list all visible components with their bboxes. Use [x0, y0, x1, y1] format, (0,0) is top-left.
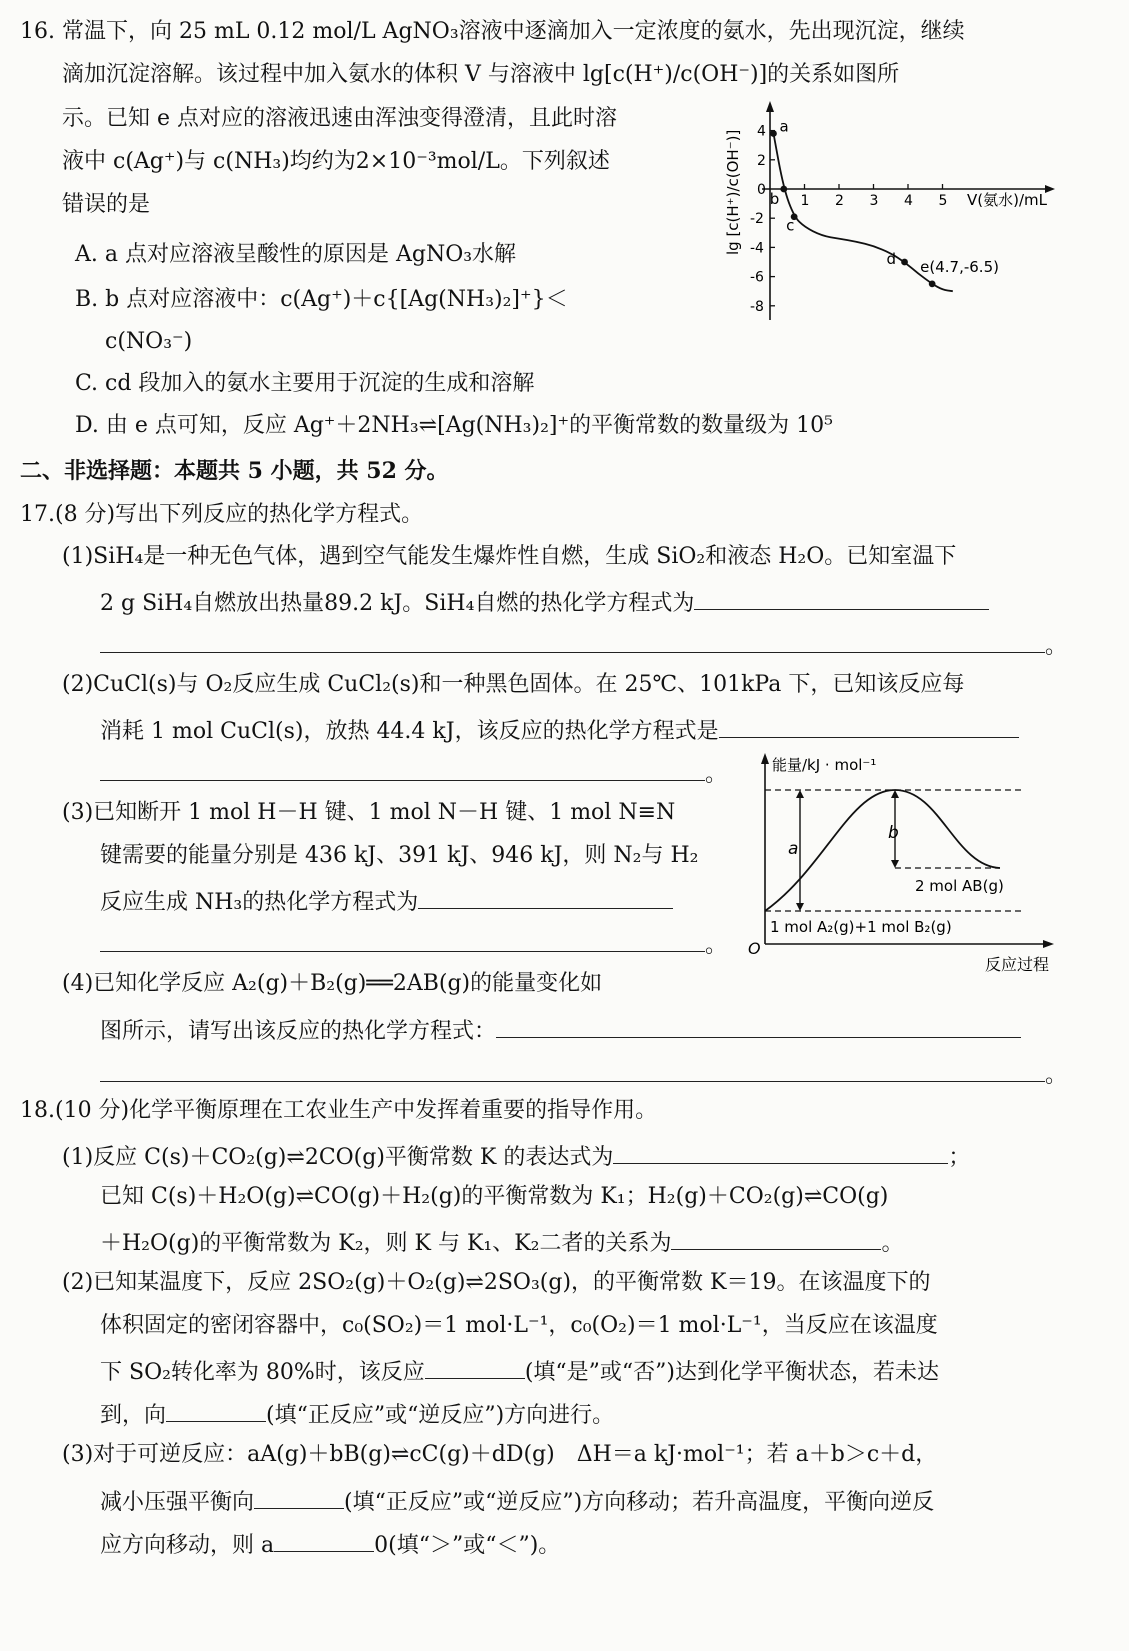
q16-point-label-d: d	[886, 250, 897, 268]
q18-p2-answer-blank-equilibrium[interactable]	[425, 1354, 525, 1379]
q16-x-tick-label: 5	[938, 193, 948, 209]
q16-option-a: A. a 点对应溶液呈酸性的原因是 AgNO₃水解	[75, 242, 517, 267]
q17-label-b: b	[888, 823, 899, 843]
q17-p3-answer-blank-a[interactable]	[418, 884, 673, 909]
q18-title: 18.(10 分)化学平衡原理在工农业生产中发挥着重要的指导作用。	[20, 1098, 658, 1123]
q16-x-tick-label: 4	[904, 193, 913, 209]
q16-y-tick-label: 2	[757, 152, 766, 169]
q17-p1-line3	[100, 628, 1067, 662]
q18-p3-line3a: 应方向移动，则 a	[100, 1533, 275, 1558]
q18-p2-line3b: (填“是”或“否”)达到化学平衡状态，若未达	[524, 1360, 939, 1385]
q16-y-tick-label: -8	[750, 298, 764, 315]
q16-x-axis-label: V(氨水)/mL	[967, 191, 1047, 209]
q16-point-label-c: c	[786, 216, 795, 235]
q16-stem-line2: 滴加沉淀溶解。该过程中加入氨水的体积 V 与溶液中 lg[c(H⁺)/c(OH⁻)]的关系如图所	[62, 62, 900, 87]
q17-p4-line2-text: 图所示，请写出该反应的热化学方程式：	[100, 1019, 497, 1044]
q18-p2-answer-blank-direction[interactable]	[166, 1397, 266, 1422]
q17-y-axis-label: 能量/kJ · mol⁻¹	[772, 756, 877, 774]
q16-y-tick-label: 4	[757, 123, 766, 140]
q16-y-tick-label: -2	[750, 211, 764, 228]
q18-p1-semicolon: ；	[948, 1145, 971, 1170]
q18-p3-answer-blank-sign[interactable]	[274, 1527, 374, 1552]
q17-p4-answer-blank-b[interactable]	[100, 1057, 1045, 1082]
q18-p1-line3	[100, 1225, 903, 1259]
q18-p3-line2	[100, 1484, 934, 1518]
q18-p2-line1: (2)已知某温度下，反应 2SO₂(g)＋O₂(g)⇌2SO₃(g)，的平衡常数 K＝19。在该温度下的	[62, 1270, 931, 1295]
q18-p1-line2: 已知 C(s)＋H₂O(g)⇌CO(g)＋H₂(g)的平衡常数为 K₁；H₂(g)＋CO₂(g)⇌CO(g)	[100, 1184, 889, 1209]
q17-y-arrow	[761, 753, 769, 764]
q18-p1-answer-blank-k[interactable]	[613, 1139, 948, 1164]
q16-option-c: C. cd 段加入的氨水主要用于沉淀的生成和溶解	[75, 371, 535, 396]
q16-stem-line5: 错误的是	[62, 192, 151, 217]
q16-point-label-a: a	[779, 117, 789, 136]
q18-p1-answer-blank-relation[interactable]	[671, 1225, 881, 1250]
q17-p3-line1: (3)已知断开 1 mol H－H 键、1 mol N－H 键、1 mol N≡N	[62, 800, 676, 825]
q17-p3-line3	[100, 884, 673, 918]
q16-option-b-line2: c(NO₃⁻)	[105, 329, 193, 354]
q17-p4-line2	[100, 1013, 1021, 1047]
q16-point-label-b: b	[769, 190, 780, 208]
q17-x-arrow	[1043, 940, 1054, 948]
q18-p3-line3	[100, 1527, 560, 1561]
q17-origin-label: O	[748, 939, 761, 958]
q18-p1-line1-text: (1)反应 C(s)＋CO₂(g)⇌2CO(g)平衡常数 K 的表达式为	[62, 1145, 614, 1170]
q17-p3-answer-blank-b[interactable]	[100, 927, 705, 952]
q17-p4-answer-blank-a[interactable]	[496, 1013, 1021, 1038]
q17-p1-line2-text: 2 g SiH₄自燃放出热量89.2 kJ。SiH₄自燃的热化学方程式为	[100, 591, 695, 616]
section2-title: 二、非选择题：本题共 5 小题，共 52 分。	[20, 458, 449, 484]
q18-p2-line4	[100, 1397, 614, 1431]
q16-point-label-e: e(4.7,-6.5)	[920, 257, 999, 276]
q17-p2-line2	[100, 713, 1019, 747]
q16-option-d: D. 由 e 点可知，反应 Ag⁺＋2NH₃⇌[Ag(NH₃)₂]⁺的平衡常数的数量级为 10⁵	[75, 413, 833, 438]
q17-p4-line3	[100, 1057, 1067, 1091]
q16-point-a	[770, 130, 777, 137]
q16-stem-line4: 液中 c(Ag⁺)与 c(NH₃)均约为2×10⁻³mol/L。下列叙述	[62, 149, 610, 174]
q18-p3-line3b: 0(填“＞”或“＜”)。	[374, 1533, 561, 1558]
q17-arrow-a-head-up	[796, 790, 804, 798]
q17-p3-line2: 键需要的能量分别是 436 kJ、391 kJ、946 kJ，则 N₂与 H₂	[100, 843, 699, 868]
q17-energy-diagram	[740, 748, 1070, 980]
q17-p2-answer-blank-a[interactable]	[719, 713, 1019, 738]
q16-point-d	[901, 259, 908, 266]
q18-p2-line2: 体积固定的密闭容器中，c₀(SO₂)＝1 mol·L⁻¹，c₀(O₂)＝1 mol·L⁻¹，当反应在该温度	[100, 1313, 938, 1338]
q17-p1-line2	[100, 585, 989, 619]
q18-p1-line3-text: ＋H₂O(g)的平衡常数为 K₂，则 K 与 K₁、K₂二者的关系为	[100, 1231, 672, 1256]
q17-p3-line3-text: 反应生成 NH₃的热化学方程式为	[100, 890, 419, 915]
q16-point-b	[780, 186, 787, 193]
q16-y-arrow	[766, 101, 774, 112]
q18-p3-line2a: 减小压强平衡向	[100, 1490, 255, 1515]
q18-p2-line3	[100, 1354, 939, 1388]
q17-reactant-label: 1 mol A₂(g)+1 mol B₂(g)	[770, 918, 952, 936]
q16-x-tick-label: 3	[869, 193, 879, 209]
q16-stem-line1: 16. 常温下，向 25 mL 0.12 mol/L AgNO₃溶液中逐滴加入一定浓度的氨水，先出现沉淀，继续	[20, 19, 965, 44]
q17-x-axis-label: 反应过程	[985, 955, 1050, 974]
q18-p3-line2b: (填“正反应”或“逆反应”)方向移动；若升高温度，平衡向逆反	[344, 1490, 935, 1515]
q18-p2-line4a: 到，向	[100, 1403, 167, 1428]
q18-p3-line1: (3)对于可逆反应：aA(g)＋bB(g)⇌cC(g)＋dD(g) ΔH＝a kJ·mol⁻¹；若 a＋b＞c＋d，	[62, 1442, 938, 1467]
q17-label-a: a	[788, 839, 799, 859]
q16-y-tick-label: -6	[750, 269, 764, 286]
q17-p3-line4	[100, 927, 727, 961]
q17-product-label: 2 mol AB(g)	[915, 877, 1004, 895]
q16-option-b-line1: B. b 点对应溶液中：c(Ag⁺)＋c{[Ag(NH₃)₂]⁺}＜	[75, 287, 568, 312]
q16-point-e	[929, 281, 936, 288]
q17-title: 17.(8 分)写出下列反应的热化学方程式。	[20, 502, 424, 527]
q17-p1-line1: (1)SiH₄是一种无色气体，遇到空气能发生爆炸性自燃，生成 SiO₂和液态 H₂O。已知室温下	[62, 544, 957, 569]
q18-p1-period: 。	[881, 1231, 904, 1256]
q17-arrow-a-head-down	[796, 903, 804, 911]
q17-p1-answer-blank-a[interactable]	[694, 585, 989, 610]
q17-arrow-b-head-up	[891, 790, 899, 798]
q16-x-tick-label: 1	[800, 193, 810, 209]
q17-p2-line2-text: 消耗 1 mol CuCl(s)，放热 44.4 kJ，该反应的热化学方程式是	[100, 719, 719, 744]
q17-p2-line3	[100, 756, 727, 790]
q17-p3-period: 。	[705, 933, 728, 958]
q17-p2-line1: (2)CuCl(s)与 O₂反应生成 CuCl₂(s)和一种黑色固体。在 25℃、101kPa 下，已知该反应每	[62, 672, 965, 697]
q16-y-tick-label: 0	[757, 182, 766, 198]
q17-p1-period: 。	[1045, 634, 1068, 659]
q16-stem-line3: 示。已知 e 点对应的溶液迅速由浑浊变得澄清，且此时溶	[62, 106, 618, 131]
q16-x-tick-label: 2	[835, 193, 844, 209]
q18-p3-answer-blank-pressure[interactable]	[254, 1484, 344, 1509]
q17-p4-line1: (4)已知化学反应 A₂(g)＋B₂(g)══2AB(g)的能量变化如	[62, 971, 603, 996]
q18-p2-line3a: 下 SO₂转化率为 80%时，该反应	[100, 1360, 425, 1385]
q17-p2-period: 。	[705, 762, 728, 787]
q18-p1-line1	[62, 1139, 970, 1173]
q16-chart	[700, 95, 1080, 330]
q16-y-tick-label: -4	[750, 240, 764, 257]
q16-y-axis-label: lg [c(H⁺)/c(OH⁻)]	[724, 129, 742, 255]
q18-p2-line4b: (填“正反应”或“逆反应”)方向进行。	[266, 1403, 615, 1428]
q17-p4-period: 。	[1045, 1063, 1068, 1088]
q17-p1-answer-blank-b[interactable]	[100, 628, 1045, 653]
q17-arrow-b-head-down	[891, 860, 899, 868]
q17-p2-answer-blank-b[interactable]	[100, 756, 705, 781]
